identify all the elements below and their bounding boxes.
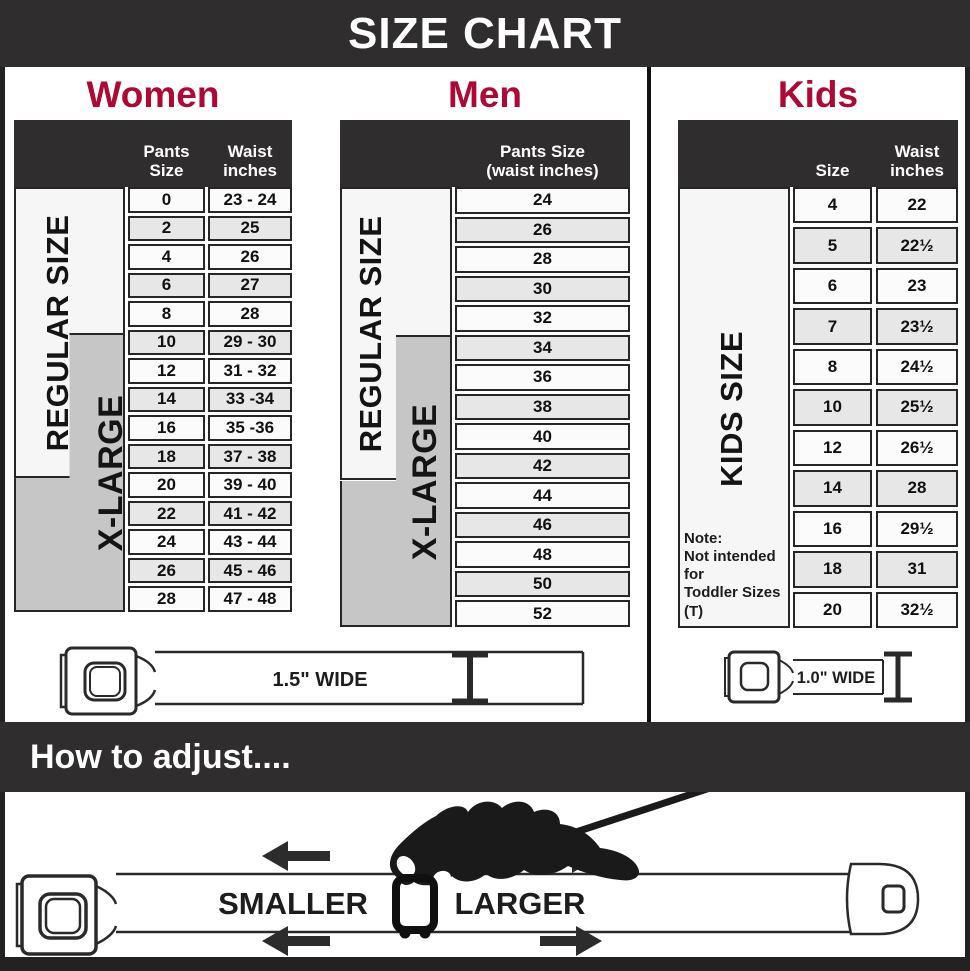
pants-size-cell: 38 <box>455 394 630 421</box>
pants-size-cell: 34 <box>455 335 630 362</box>
pants-size-cell: 2 <box>128 216 205 242</box>
adult-belt-buckle-icon <box>61 648 155 714</box>
pants-size-cell: 14 <box>128 387 205 413</box>
pants-size-cell: 4 <box>128 244 205 270</box>
smaller-label: SMALLER <box>218 886 368 921</box>
table-row <box>793 389 958 425</box>
table-row <box>455 512 630 539</box>
table-row <box>128 273 292 299</box>
men-xlarge-label: X-LARGE <box>406 403 444 561</box>
table-row <box>793 349 958 385</box>
women-col2-header: Waist inches <box>223 141 277 180</box>
size-cell: 16 <box>793 511 872 547</box>
pants-size-cell: 22 <box>128 501 205 527</box>
waist-cell: 31 - 32 <box>208 358 292 384</box>
waist-cell: 23 <box>876 268 958 304</box>
kids-note: Note: Not intended for Toddler Sizes (T) <box>684 529 781 620</box>
table-row <box>793 227 958 263</box>
waist-cell: 25½ <box>876 389 958 425</box>
size-cell: 12 <box>793 430 872 466</box>
table-row <box>128 415 292 441</box>
waist-cell: 45 - 46 <box>208 558 292 584</box>
adult-belt-strap <box>155 652 583 704</box>
men-heading: Men <box>448 74 522 115</box>
pants-size-cell: 24 <box>128 529 205 555</box>
adult-width-marker-icon <box>452 655 488 701</box>
table-row <box>455 453 630 480</box>
table-row <box>455 482 630 509</box>
table-row <box>128 216 292 242</box>
men-rows <box>455 187 630 627</box>
pants-size-cell: 42 <box>455 453 630 480</box>
page-title: SIZE CHART <box>0 0 970 67</box>
table-row <box>455 423 630 450</box>
table-row <box>128 501 292 527</box>
pants-size-cell: 28 <box>455 246 630 273</box>
table-row <box>128 187 292 213</box>
waist-cell: 22½ <box>876 227 958 263</box>
pants-size-cell: 20 <box>128 472 205 498</box>
table-row <box>793 551 958 587</box>
size-cell: 6 <box>793 268 872 304</box>
pants-size-cell: 6 <box>128 273 205 299</box>
men-col-header: Pants Size (waist inches) <box>486 141 599 180</box>
pants-size-cell: 30 <box>455 276 630 303</box>
table-row <box>128 387 292 413</box>
size-cell: 14 <box>793 470 872 506</box>
waist-cell: 29 - 30 <box>208 330 292 356</box>
men-regular-size-label: REGULAR SIZE <box>353 215 388 453</box>
waist-cell: 35 -36 <box>208 415 292 441</box>
kids-col2-header: Waist inches <box>890 141 944 180</box>
women-size-table <box>14 120 292 612</box>
table-row <box>128 330 292 356</box>
table-row <box>793 470 958 506</box>
table-row <box>455 364 630 391</box>
table-row <box>128 301 292 327</box>
right-frame-edge <box>965 67 970 971</box>
table-row <box>128 586 292 612</box>
waist-cell: 25 <box>208 216 292 242</box>
waist-cell: 28 <box>208 301 292 327</box>
size-cell: 7 <box>793 308 872 344</box>
waist-cell: 27 <box>208 273 292 299</box>
table-row <box>455 394 630 421</box>
pants-size-cell: 46 <box>455 512 630 539</box>
pants-size-cell: 32 <box>455 305 630 332</box>
table-row <box>128 444 292 470</box>
table-row <box>793 268 958 304</box>
arrow-left-icon <box>262 926 330 956</box>
pants-size-cell: 40 <box>455 423 630 450</box>
adjust-buckle-icon <box>17 876 116 954</box>
table-row <box>128 558 292 584</box>
waist-cell: 29½ <box>876 511 958 547</box>
kids-size-table <box>678 120 958 628</box>
pants-size-cell: 18 <box>128 444 205 470</box>
table-row <box>793 187 958 223</box>
waist-cell: 28 <box>876 470 958 506</box>
larger-label: LARGER <box>454 886 586 921</box>
women-heading: Women <box>86 74 220 115</box>
bottom-frame-edge <box>0 957 970 971</box>
kids-table-header <box>678 120 958 187</box>
waist-cell: 32½ <box>876 592 958 628</box>
arrow-right-icon <box>540 926 602 956</box>
waist-cell: 26 <box>208 244 292 270</box>
pants-size-cell: 28 <box>128 586 205 612</box>
women-regular-size-label: REGULAR SIZE <box>40 214 75 452</box>
pants-size-cell: 12 <box>128 358 205 384</box>
belt-tail-tip <box>847 864 918 934</box>
kids-size-label: KIDS SIZE <box>714 330 749 488</box>
how-to-adjust-heading: How to adjust.... <box>0 722 970 792</box>
size-cell: 8 <box>793 349 872 385</box>
waist-cell: 37 - 38 <box>208 444 292 470</box>
waist-cell: 31 <box>876 551 958 587</box>
table-row <box>793 308 958 344</box>
waist-cell: 43 - 44 <box>208 529 292 555</box>
waist-cell: 33 -34 <box>208 387 292 413</box>
waist-cell: 23½ <box>876 308 958 344</box>
table-row <box>455 571 630 598</box>
pants-size-cell: 52 <box>455 600 630 627</box>
pants-size-cell: 26 <box>455 217 630 244</box>
pants-size-cell: 0 <box>128 187 205 213</box>
table-row <box>128 244 292 270</box>
pants-size-cell: 50 <box>455 571 630 598</box>
waist-cell: 47 - 48 <box>208 586 292 612</box>
table-row <box>128 472 292 498</box>
kids-section-divider <box>647 67 651 722</box>
arrow-left-icon <box>262 841 330 871</box>
table-row <box>455 187 630 214</box>
waist-cell: 23 - 24 <box>208 187 292 213</box>
waist-cell: 22 <box>876 187 958 223</box>
kids-belt-width-label: 1.0" WIDE <box>796 669 876 687</box>
pants-size-cell: 24 <box>455 187 630 214</box>
size-cell: 5 <box>793 227 872 263</box>
table-row <box>128 529 292 555</box>
waist-cell: 24½ <box>876 349 958 385</box>
table-row <box>793 430 958 466</box>
pants-size-cell: 10 <box>128 330 205 356</box>
table-row <box>455 276 630 303</box>
pants-size-cell: 8 <box>128 301 205 327</box>
pants-size-cell: 48 <box>455 541 630 568</box>
size-cell: 18 <box>793 551 872 587</box>
waist-cell: 41 - 42 <box>208 501 292 527</box>
size-cell: 20 <box>793 592 872 628</box>
belt-width-diagrams <box>5 638 965 722</box>
table-row <box>455 305 630 332</box>
belt-slider-icon <box>396 878 434 939</box>
table-row <box>455 246 630 273</box>
size-cell: 4 <box>793 187 872 223</box>
table-row <box>793 592 958 628</box>
kids-heading: Kids <box>777 74 859 115</box>
pants-size-cell: 36 <box>455 364 630 391</box>
women-col1-header: Pants Size <box>143 141 190 180</box>
waist-cell: 39 - 40 <box>208 472 292 498</box>
adult-belt-width-label: 1.5" WIDE <box>272 669 368 691</box>
table-row <box>128 358 292 384</box>
pants-size-cell: 44 <box>455 482 630 509</box>
kids-belt-buckle-icon <box>725 652 793 702</box>
women-rows <box>128 187 292 612</box>
kids-col1-header: Size <box>815 160 850 180</box>
table-row <box>455 600 630 627</box>
pants-size-cell: 16 <box>128 415 205 441</box>
women-xlarge-label: X-LARGE <box>92 394 130 552</box>
men-size-table <box>340 120 630 627</box>
adjust-illustration <box>5 792 965 957</box>
pants-size-cell: 26 <box>128 558 205 584</box>
kids-rows <box>793 187 958 628</box>
table-row <box>455 541 630 568</box>
waist-cell: 26½ <box>876 430 958 466</box>
table-row <box>455 217 630 244</box>
kids-width-marker-icon <box>884 654 912 700</box>
table-row <box>455 335 630 362</box>
table-row <box>793 511 958 547</box>
size-cell: 10 <box>793 389 872 425</box>
